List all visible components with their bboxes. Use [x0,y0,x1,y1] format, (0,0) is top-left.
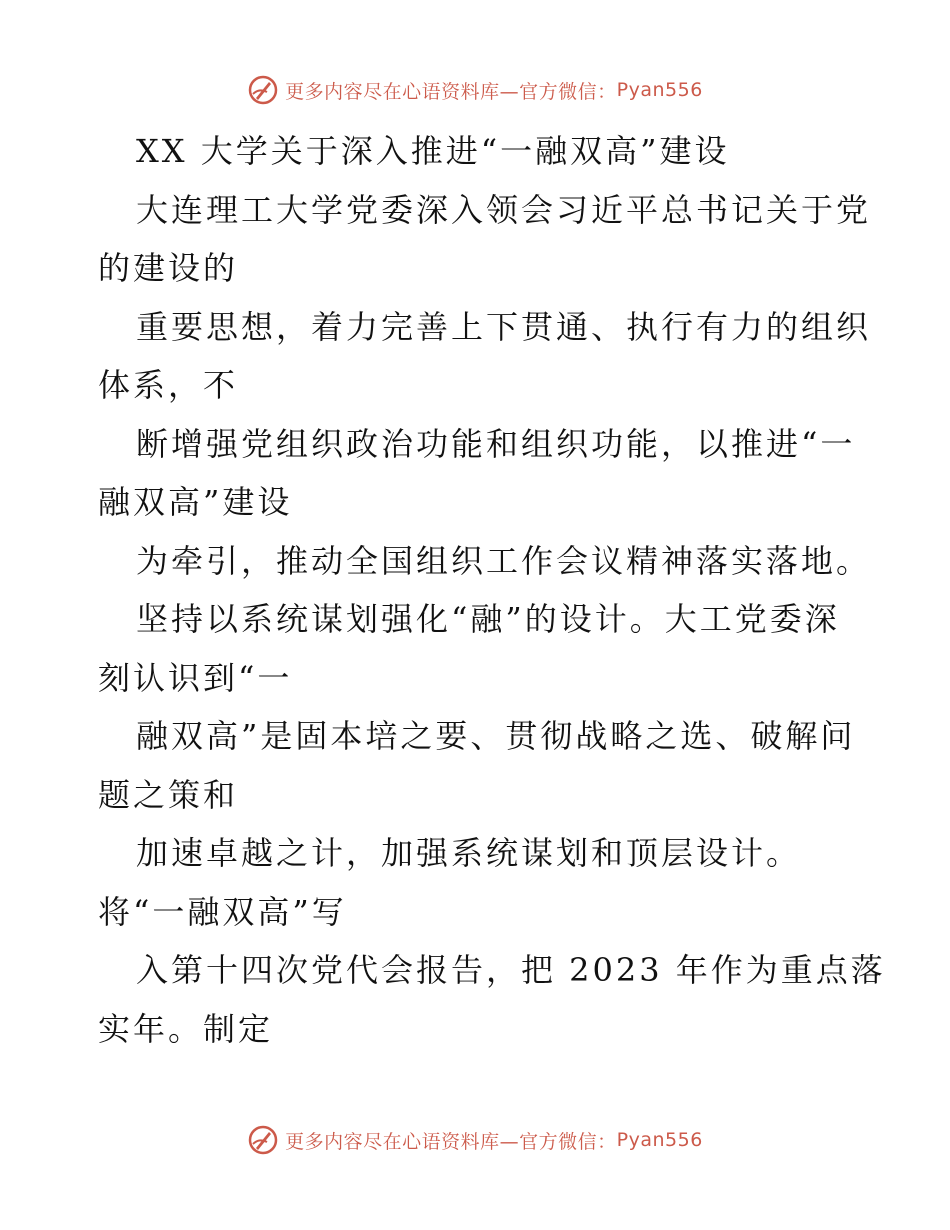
document-body [98,122,886,1058]
watermark-text: 更多内容尽在心语资料库—官方微信： [285,80,617,103]
text-line: XX 大学关于深入推进“一融双高”建设 [136,132,730,170]
text-line: 将“一融双高”写 [98,892,347,931]
text-line: 刻认识到“一 [98,658,293,697]
wechat-id: Pyan556 [616,79,703,101]
watermark-text: 更多内容尽在心语资料库—官方微信： [285,1130,617,1153]
watermark-banner-top [0,70,950,110]
text-line: 实年。制定 [98,1009,274,1048]
watermark-banner-bottom [0,1120,950,1160]
text-line: 体系，不 [98,366,239,404]
text-line: 大连理工大学党委深入领会习近平总书记关于党 [136,190,872,229]
text-line: 断增强党组织政治功能和组织功能，以推进“一 [136,424,856,463]
wechat-id: Pyan556 [616,1129,703,1151]
text-line: 题之策和 [98,775,239,814]
quill-logo-icon [247,74,279,106]
text-line: 入第十四次党代会报告，把 2023 年作为重点落 [136,951,886,989]
text-line: 加速卓越之计，加强系统谋划和顶层设计。 [136,834,802,872]
text-line: 坚持以系统谋划强化“融”的设计。大工党委深 [136,600,840,638]
text-line: 融双高”建设 [98,483,293,521]
text-line: 重要思想，着力完善上下贯通、执行有力的组织 [136,307,872,346]
quill-logo-icon [247,1124,279,1156]
text-line: 的建设的 [98,249,239,287]
text-line: 为牵引，推动全国组织工作会议精神落实落地。 [136,541,872,580]
text-line: 融双高”是固本培之要、贯彻战略之选、破解问 [136,717,856,755]
